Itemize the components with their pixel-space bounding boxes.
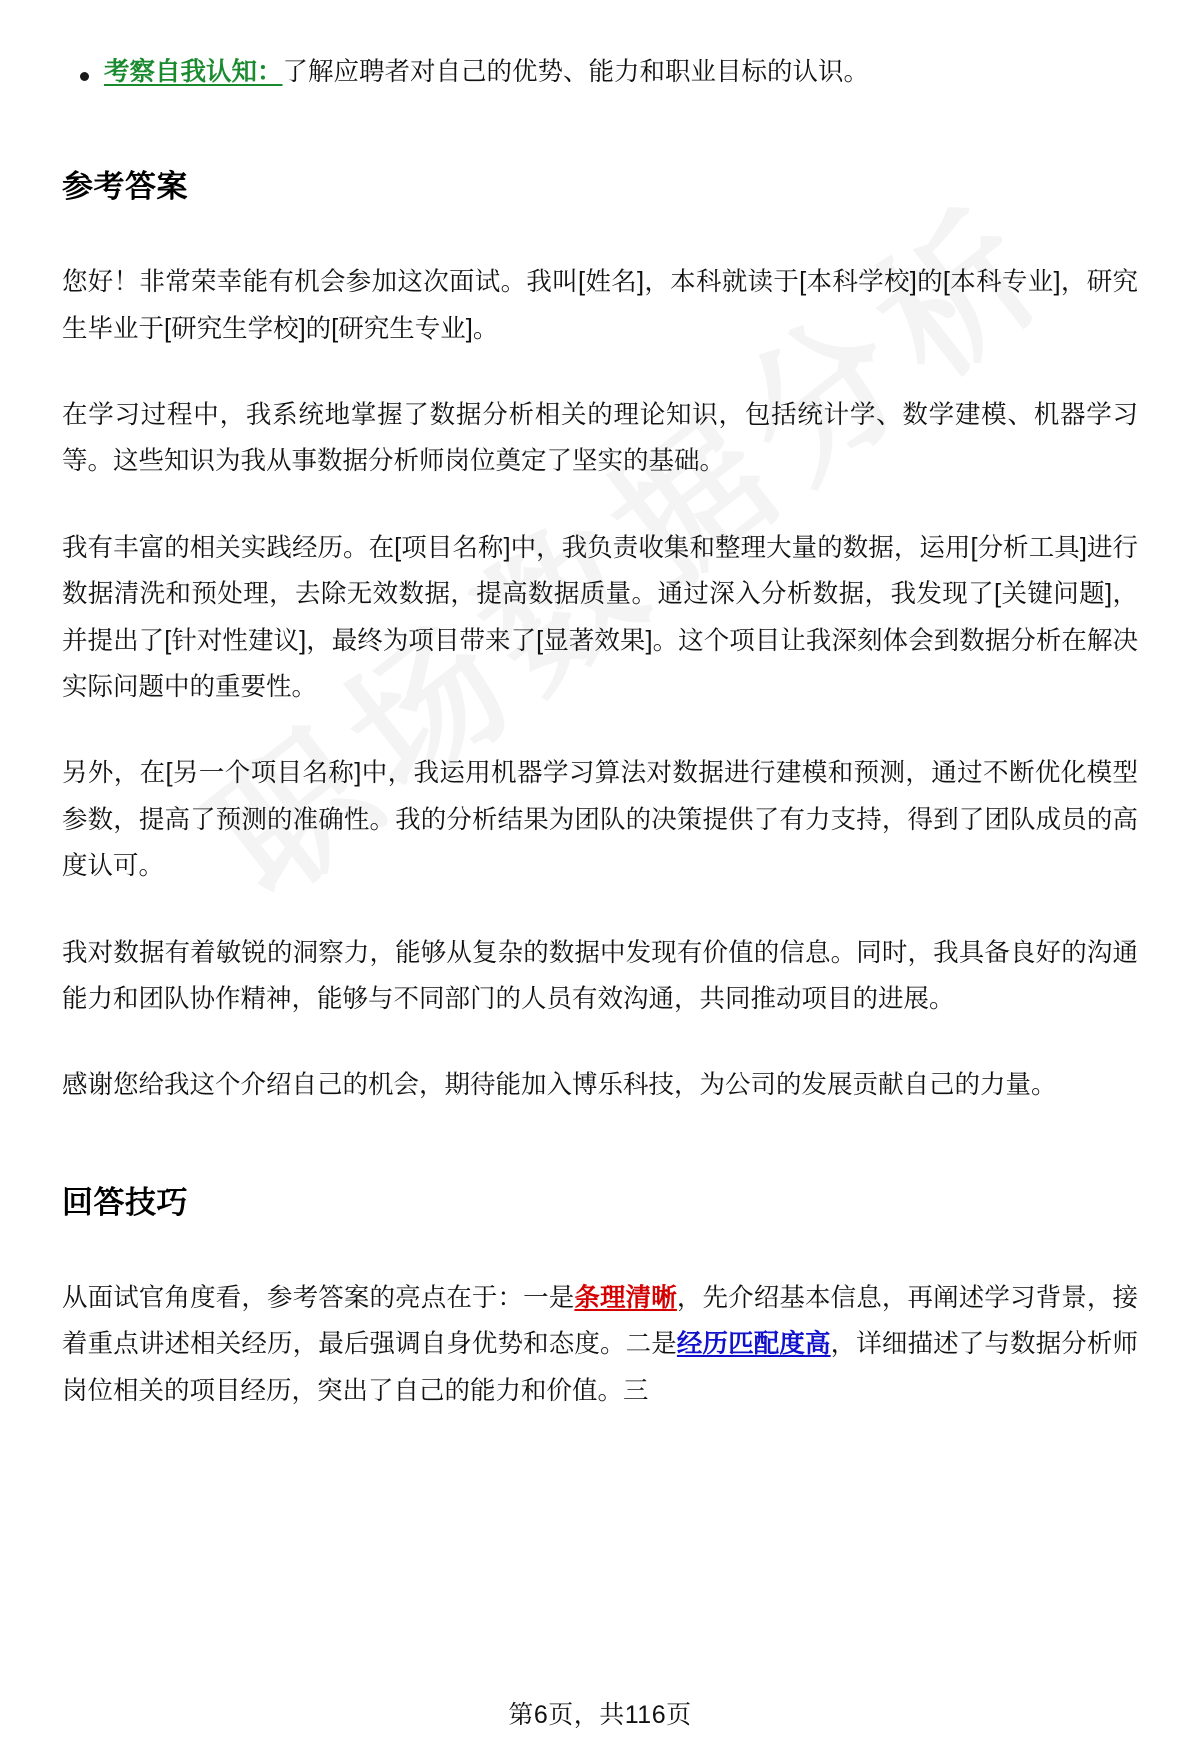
paragraph-personal-strengths: 我对数据有着敏锐的洞察力，能够从复杂的数据中发现有价值的信息。同时，我具备良好的沟通能力和团队协作精神，能够与不同部门的人员有效沟通，共同推动项目的进展。 [62,938,1138,1013]
paragraph-self-introduction: 您好！非常荣幸能有机会参加这次面试。我叫[姓名]，本科就读于[本科学校]的[本科专业]，研究生毕业于[研究生学校]的[研究生专业]。 [62,268,1138,343]
paragraph-closing-thanks: 感谢您给我这个介绍自己的机会，期待能加入博乐科技，为公司的发展贡献自己的力量。 [62,1071,1057,1100]
paragraph-machine-learning-project: 另外，在[另一个项目名称]中，我运用机器学习算法对数据进行建模和预测，通过不断优化模型参数，提高了预测的准确性。我的分析结果为团队的决策提供了有力支持，得到了团队成员的高度认可。 [62,759,1138,881]
tips-text-part-3: ，详细描述了与数据分析师岗位相关的项目经历，突出了自己的能力和价值。三 [62,1330,1138,1405]
objective-bullet-list [62,0,1138,93]
paragraph-study-background: 在学习过程中，我系统地掌握了数据分析相关的理论知识，包括统计学、数学建模、机器学习等。这些知识为我从事数据分析师岗位奠定了坚实的基础。 [62,400,1138,476]
page-number-label: 第6页，共116页 [508,1701,692,1729]
tips-emphasis-clarity: 条理清晰 [574,1284,677,1313]
paragraph-practical-experience: 我有丰富的相关实践经历。在[项目名称]中，我负责收集和整理大量的数据，运用[分析工具]进行数据清洗和预处理，去除无效数据，提高数据质量。通过深入分析数据，我发现了[关键问题]，并提出了[针对性建议]，最终为项目带来了[显著效果]。这个项目让我深刻体会到数据分析在解决实际问题中的重要性。 [62,533,1139,701]
bullet-body-text: 了解应聘者对自己的优势、能力和职业目标的认识。 [282,58,870,86]
bullet-emphasis-label: 考察自我认知： [104,58,283,86]
page-footer [0,1695,1200,1731]
tips-emphasis-experience-match: 经历匹配度高 [676,1330,831,1359]
tips-text-part-2: ，先介绍基本信息，再阐述学习背景，接着重点讲述相关经历，最后强调自身优势和态度。二是 [62,1284,1138,1359]
tips-text-part-1: 从面试官角度看，参考答案的亮点在于：一是 [62,1284,575,1313]
section-heading-answer-tips: 回答技巧 [62,1184,188,1220]
section-heading-reference-answer: 参考答案 [62,168,188,204]
paragraph-answer-tips [62,1275,1138,1414]
list-item [104,0,1138,93]
